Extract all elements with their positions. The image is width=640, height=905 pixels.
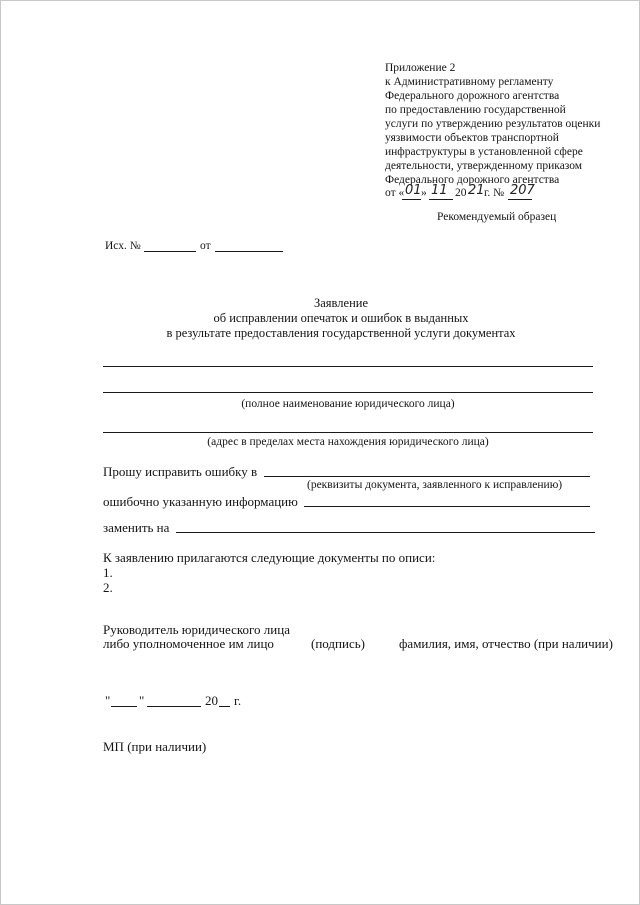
request-document-field <box>264 476 590 477</box>
attachments-intro: К заявлению прилагаются следующие документы по описи: <box>103 550 436 565</box>
sample-label: Рекомендуемый образец <box>437 211 557 223</box>
outgoing-date-label: от <box>200 240 211 252</box>
order-month: 11 <box>431 183 448 198</box>
statement-subtitle: в результате предоставления государственной услуги документах <box>166 326 516 340</box>
order-year-prefix: 20 <box>455 187 467 199</box>
address-field <box>103 432 593 433</box>
order-day-underline <box>402 199 421 200</box>
appendix-line: к Административному регламенту <box>385 76 554 88</box>
fio-caption: фамилия, имя, отчество (при наличии) <box>399 636 613 651</box>
outgoing-date-field <box>215 251 283 252</box>
date-year-field <box>219 706 230 707</box>
appendix-line: по предоставлению государственной <box>385 104 566 116</box>
outgoing-number-field <box>144 251 196 252</box>
statement-subtitle: об исправлении опечаток и ошибок в выданных <box>213 311 469 325</box>
appendix-line: Приложение 2 <box>385 62 456 74</box>
signatory-label: Руководитель юридического лица <box>103 622 290 637</box>
outgoing-number-label: Исх. № <box>105 240 141 252</box>
appendix-line: инфраструктуры в установленной сфере <box>385 146 583 158</box>
request-label: Прошу исправить ошибку в <box>103 464 258 479</box>
appendix-line: Федерального дорожного агентства <box>385 90 560 102</box>
order-month-underline <box>429 199 453 200</box>
date-day-field <box>111 706 137 707</box>
statement-title: Заявление <box>313 296 368 310</box>
date-quote-open: " <box>105 693 111 708</box>
order-number-label: г. № <box>484 187 505 199</box>
address-caption: (адрес в пределах места нахождения юридического лица) <box>207 436 489 448</box>
attachment-item: 2. <box>103 580 113 595</box>
replace-label: заменить на <box>103 520 170 535</box>
replace-field <box>176 532 595 533</box>
signature-caption: (подпись) <box>311 636 365 651</box>
wrong-info-field <box>304 506 590 507</box>
appendix-line: Федерального дорожного агентства <box>385 174 560 186</box>
doc-details-caption: (реквизиты документа, заявленного к исправлению) <box>307 479 563 491</box>
date-month-field <box>147 706 201 707</box>
order-number: 207 <box>510 183 535 198</box>
date-year-prefix: 20 <box>205 693 218 708</box>
order-from-label: от « <box>385 187 405 199</box>
date-year-suffix: г. <box>234 693 242 708</box>
legal-name-field <box>103 366 593 367</box>
legal-name-field-2 <box>103 392 593 393</box>
attachment-item: 1. <box>103 565 113 580</box>
date-quote-close: " <box>139 693 145 708</box>
stamp-label: МП (при наличии) <box>103 739 207 754</box>
appendix-line: деятельности, утвержденному приказом <box>385 160 583 172</box>
order-day: 01 <box>405 183 422 198</box>
wrong-info-label: ошибочно указанную информацию <box>103 494 298 509</box>
signatory-label-2: либо уполномоченное им лицо <box>103 636 274 651</box>
order-number-underline <box>508 199 532 200</box>
legal-name-caption: (полное наименование юридического лица) <box>241 398 455 410</box>
order-year-digits: 21 <box>468 183 485 198</box>
appendix-line: уязвимости объектов транспортной <box>385 132 559 144</box>
order-day-close: » <box>421 187 427 199</box>
appendix-line: услуги по утверждению результатов оценки <box>385 118 601 130</box>
